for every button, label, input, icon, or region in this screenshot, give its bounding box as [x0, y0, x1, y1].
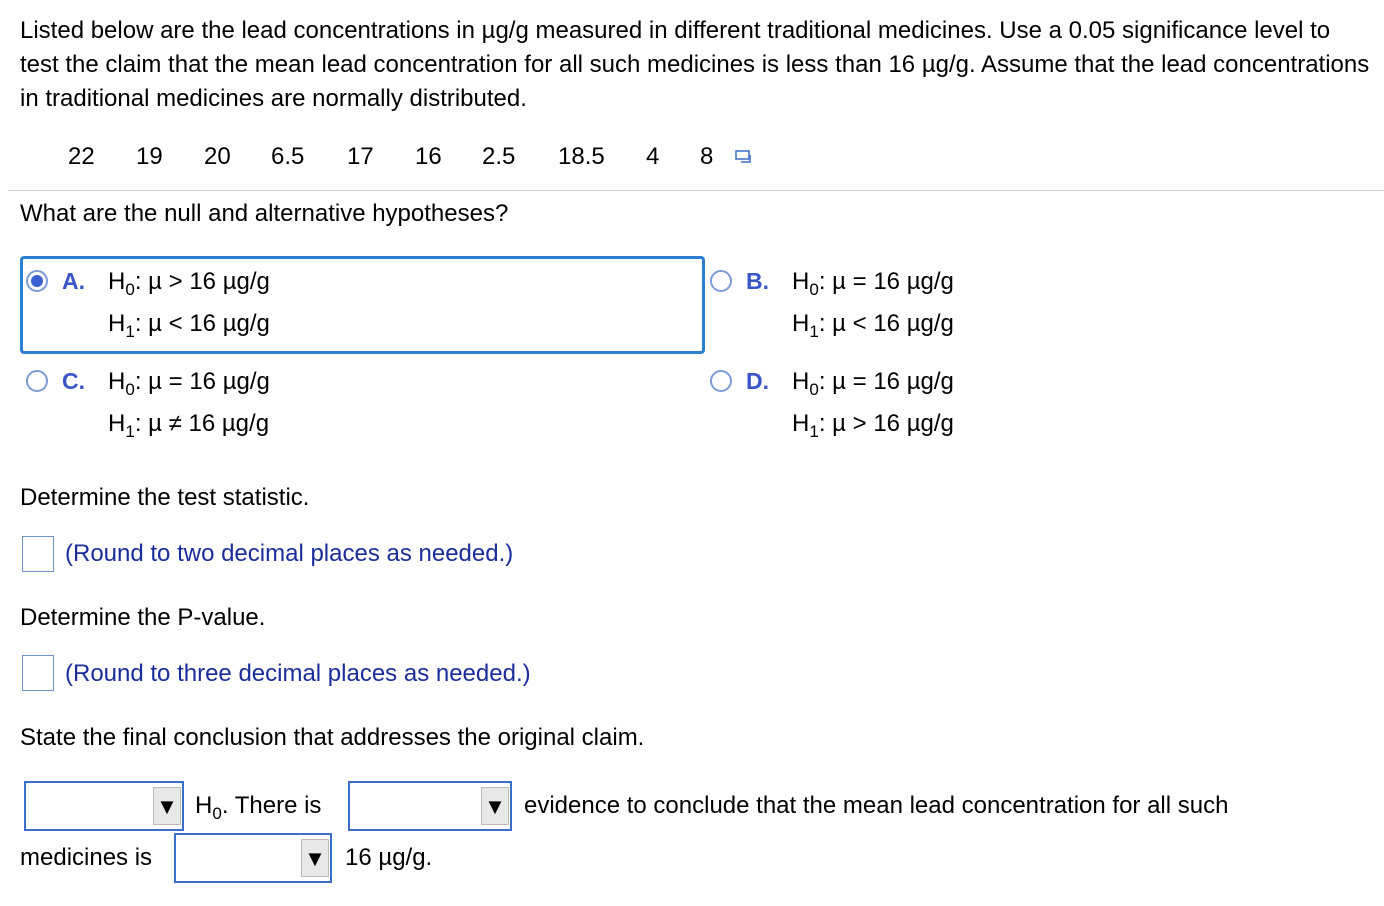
- copy-data-icon[interactable]: [735, 150, 753, 164]
- question-test-statistic: Determine the test statistic.: [20, 484, 310, 511]
- option-label: C.: [62, 368, 85, 394]
- conclusion-text: medicines is: [20, 844, 153, 871]
- question-hypotheses: What are the null and alternative hypotheses?: [20, 200, 509, 227]
- h0: $H_0$: µ = 16 µg/g: [792, 268, 954, 299]
- conclusion-text: 16 µg/g.: [345, 844, 433, 871]
- question-p-value: Determine the P-value.: [20, 604, 266, 631]
- option-label: B.: [746, 268, 769, 294]
- data-value: 6.5: [271, 143, 305, 170]
- data-value: 2.5: [482, 143, 516, 170]
- radio-d[interactable]: [710, 370, 732, 392]
- h0: $H_0$: µ = 16 µg/g: [792, 368, 954, 399]
- option-label: A.: [62, 268, 85, 294]
- chevron-down-icon: ▼: [301, 839, 329, 877]
- option-label: D.: [746, 368, 769, 394]
- radio-a[interactable]: [26, 270, 48, 292]
- test-statistic-input[interactable]: [22, 536, 54, 572]
- comparison-dropdown[interactable]: [174, 833, 332, 883]
- data-value: 16: [415, 143, 442, 170]
- h1: $H_1$: µ > 16 µg/g: [792, 410, 954, 441]
- chevron-down-icon: ▼: [481, 787, 509, 825]
- data-value: 20: [204, 143, 231, 170]
- rounding-hint: (Round to two decimal places as needed.): [65, 540, 514, 567]
- conclusion-text: $H_0$. There is: [195, 792, 322, 823]
- h1: $H_1$: µ < 16 µg/g: [792, 310, 954, 341]
- reject-decision-dropdown[interactable]: [24, 781, 184, 831]
- conclusion-text: evidence to conclude that the mean lead concentration for all such: [524, 792, 1229, 819]
- radio-b[interactable]: [710, 270, 732, 292]
- radio-c[interactable]: [26, 370, 48, 392]
- data-value: 8: [700, 143, 714, 170]
- data-value: 19: [136, 143, 163, 170]
- p-value-input[interactable]: [22, 655, 54, 691]
- data-value: 4: [646, 143, 660, 170]
- h0: $H_0$: µ = 16 µg/g: [108, 368, 270, 399]
- chevron-down-icon: ▼: [153, 787, 181, 825]
- h1: $H_1$: µ ≠ 16 µg/g: [108, 410, 270, 441]
- rounding-hint: (Round to three decimal places as needed.): [65, 660, 531, 687]
- evidence-dropdown[interactable]: [348, 781, 512, 831]
- question-conclusion: State the final conclusion that addresses the original claim.: [20, 724, 645, 751]
- data-value: 18.5: [558, 143, 605, 170]
- problem-statement: Listed below are the lead concentrations in µg/g measured in different traditional medicines. Use a 0.05 significance level to test the claim that the mean lead concentration for all such medicines is less than 16 µg/g. Assume that the lead concentrations in traditional medicines are normally distributed.: [20, 17, 1370, 112]
- data-value: 17: [347, 143, 374, 170]
- data-value: 22: [68, 143, 95, 170]
- h1: $H_1$: µ < 16 µg/g: [108, 310, 270, 341]
- divider: [8, 190, 1384, 191]
- h0: $H_0$: µ > 16 µg/g: [108, 268, 270, 299]
